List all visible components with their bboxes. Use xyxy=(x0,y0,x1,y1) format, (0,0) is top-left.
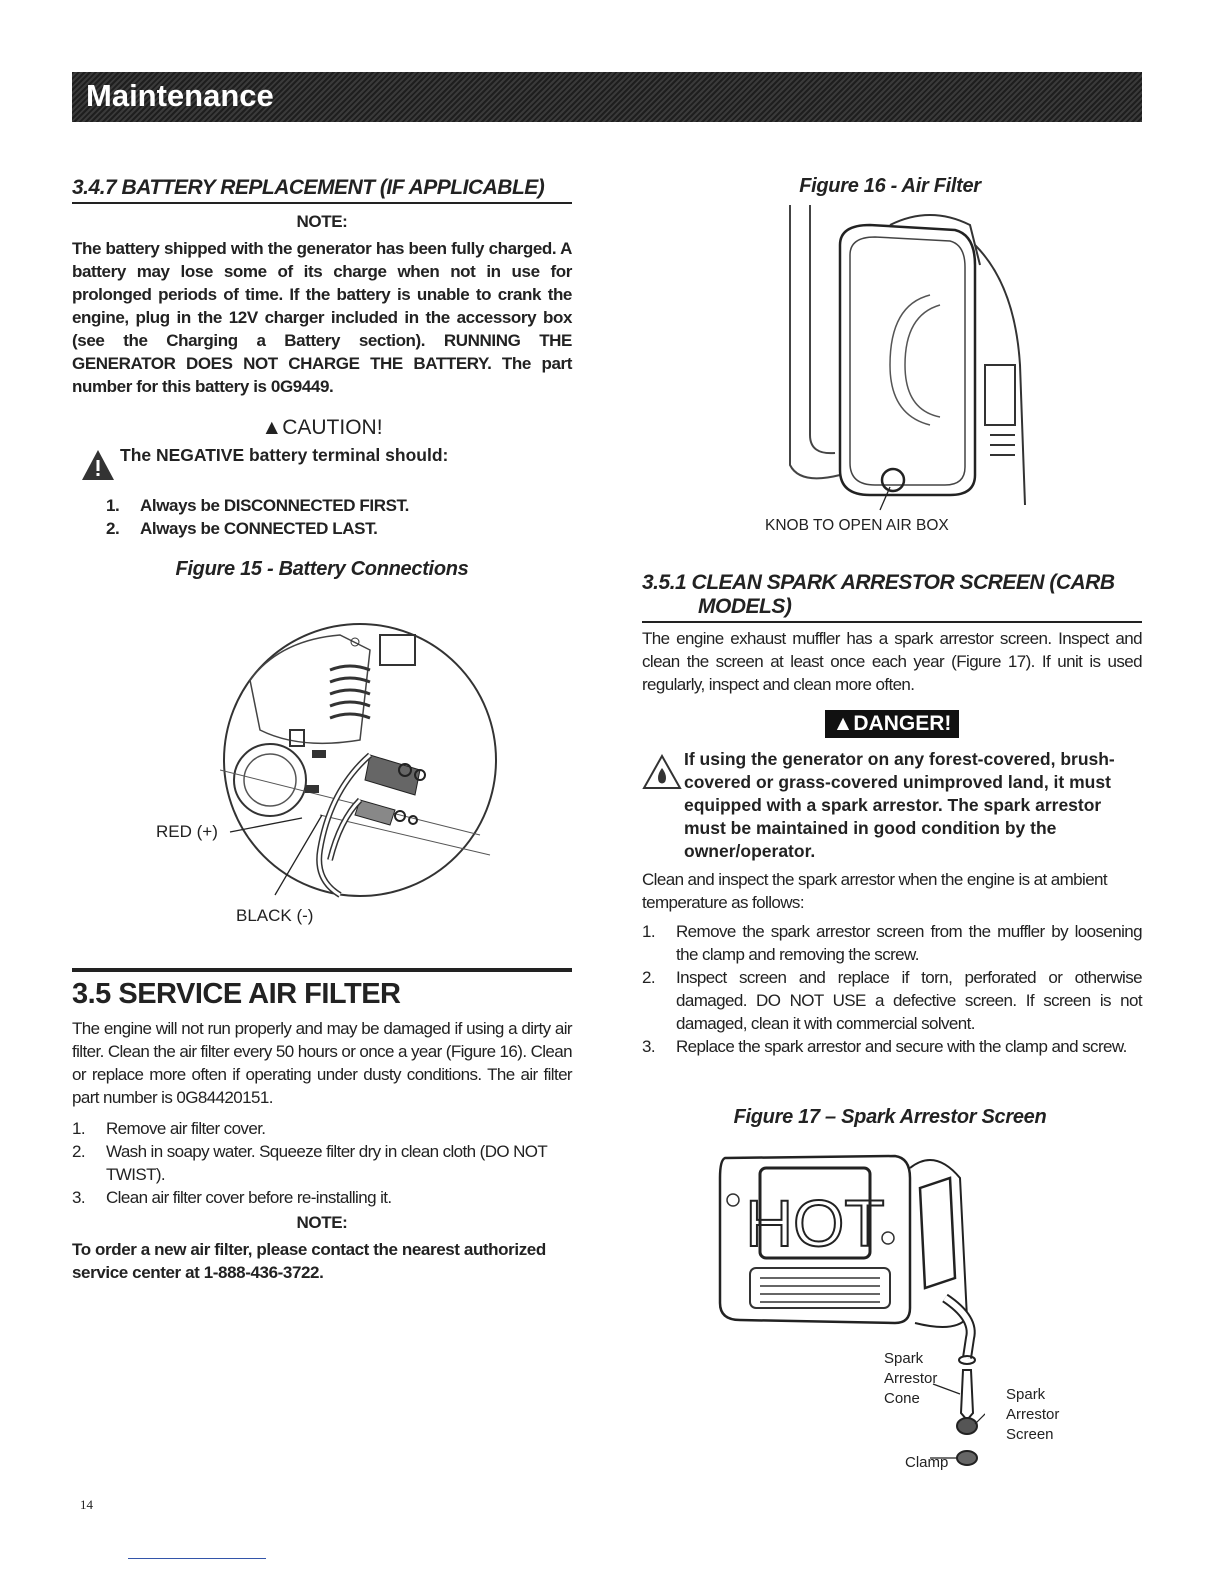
figure17-title: Figure 17 – Spark Arrestor Screen xyxy=(733,1106,1047,1128)
battery-steps xyxy=(106,494,572,540)
label-knob: KNOB TO OPEN AIR BOX xyxy=(765,517,949,534)
spark-steps xyxy=(642,920,1142,1058)
battery-heading: 3.4.7 BATTERY REPLACEMENT (IF APPLICABLE) xyxy=(72,176,572,204)
list-item: 1. Always be DISCONNECTED FIRST. xyxy=(106,496,409,515)
spark-intro: The engine exhaust muffler has a spark arrestor screen. Inspect and clean the screen at least once each year (Figure 17). If unit is used regularly, inspect and clean more often. xyxy=(642,629,1142,694)
danger-badge: ▲DANGER! xyxy=(642,710,1142,738)
footer-divider xyxy=(128,1558,266,1559)
label-red: RED (+) xyxy=(156,822,218,841)
caution-triangle-icon: ▲ xyxy=(261,416,283,439)
spark-arrestor-illustration xyxy=(705,1138,985,1478)
label-black: BLACK (-) xyxy=(236,906,314,925)
label-spark-screen: Spark Arrestor Screen xyxy=(1006,1386,1060,1443)
spark-lead: Clean and inspect the spark arrestor when the engine is at ambient temperature as follows: xyxy=(642,870,1108,912)
section-title: Maintenance xyxy=(86,78,274,113)
section-banner xyxy=(72,72,1142,122)
figure16-title: Figure 16 - Air Filter xyxy=(799,175,981,197)
spark-section xyxy=(642,571,1142,1058)
spark-heading-line1: 3.5.1 CLEAN SPARK ARRESTOR SCREEN (CARB xyxy=(642,571,1115,594)
caution-heading: ▲CAUTION! xyxy=(261,416,383,439)
list-item: 1. Remove the spark arrestor screen from the muffler by loosening the clamp and removing the screw. xyxy=(642,922,1142,964)
air-filter-heading: 3.5 SERVICE AIR FILTER xyxy=(72,968,572,1011)
danger-text: If using the generator on any forest-covered, brush-covered or grass-covered unimproved land, it must equipped with a spark arrestor. The spark arrestor must be maintained in good condition by the owner/operator. xyxy=(684,749,1115,861)
label-spark-cone: Spark Arrestor Cone xyxy=(884,1350,938,1407)
warning-triangle-icon xyxy=(80,448,116,482)
list-item: 2. Always be CONNECTED LAST. xyxy=(106,519,378,538)
air-filter-steps xyxy=(72,1117,572,1209)
battery-note-label: NOTE: xyxy=(296,212,348,231)
danger-box xyxy=(642,748,1142,868)
air-filter-note-label: NOTE: xyxy=(296,1213,348,1232)
air-filter-section xyxy=(72,968,572,1284)
list-item: 3. Replace the spark arrestor and secure with the clamp and screw. xyxy=(642,1037,1127,1056)
air-filter-note-text: To order a new air filter, please contact the nearest authorized service center at 1-888-436-3722. xyxy=(72,1240,546,1282)
list-item: 2. Wash in soapy water. Squeeze filter dry in clean cloth (DO NOT TWIST). xyxy=(72,1142,547,1184)
label-clamp: Clamp xyxy=(905,1454,949,1471)
list-item: 3. Clean air filter cover before re-installing it. xyxy=(72,1188,392,1207)
caution-box xyxy=(72,445,572,494)
battery-connections-illustration xyxy=(220,620,510,900)
list-item: 2. Inspect screen and replace if torn, perforated or otherwise damaged. DO NOT USE a defective screen. If screen is not damaged, clean it with commercial solvent. xyxy=(642,968,1142,1033)
air-filter-intro: The engine will not run properly and may be damaged if using a dirty air filter. Clean the air filter every 50 hours or once a year (Figure 16). Clean or replace more often if operating under dusty conditions. The air filter part number is 0G84420151. xyxy=(72,1019,572,1107)
page-number: 14 xyxy=(80,1497,93,1512)
left-column xyxy=(72,176,572,581)
danger-triangle-icon: ▲ xyxy=(832,712,854,735)
hot-text: HOT xyxy=(745,1186,885,1260)
battery-note-text: The battery shipped with the generator has been fully charged. A battery may lose some of its charge when not in use for prolonged periods of time. If the battery is unable to crank the engine, plug in the 12V charger included in the accessory box (see the Charging a Battery section). RUNNING THE GENERATOR DOES NOT CHARGE THE BATTERY. The part number for this battery is 0G9449. xyxy=(72,239,572,396)
list-item: 1. Remove air filter cover. xyxy=(72,1119,266,1138)
figure15-title: Figure 15 - Battery Connections xyxy=(175,558,469,580)
caution-lead: The NEGATIVE battery terminal should: xyxy=(120,445,449,465)
fire-hazard-icon xyxy=(642,754,682,790)
spark-heading-line2: MODELS) xyxy=(642,595,1142,623)
air-filter-illustration xyxy=(780,205,1030,515)
